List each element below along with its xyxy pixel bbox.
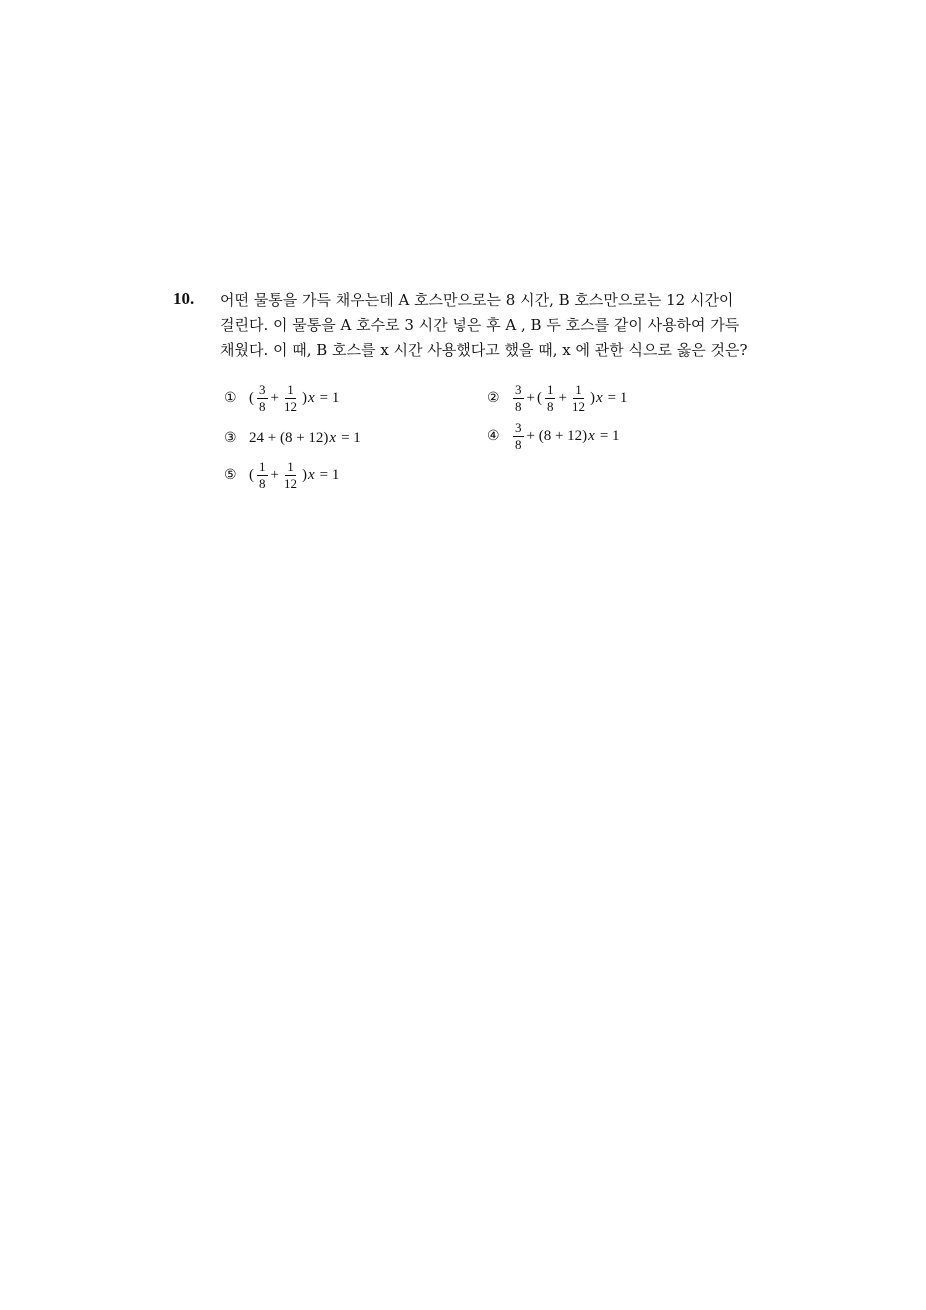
denominator: 8 — [546, 399, 554, 414]
numerator: 1 — [546, 382, 554, 397]
variable-x: x — [307, 390, 315, 406]
numerator: 3 — [515, 420, 522, 435]
choice-marker: ④ — [487, 429, 500, 444]
denominator: 12 — [283, 399, 297, 414]
fraction — [570, 383, 587, 414]
variable-x: x — [329, 430, 337, 446]
fraction — [257, 460, 268, 491]
denominator: 8 — [515, 437, 522, 452]
equation-rhs: = 1 — [319, 467, 340, 483]
denominator: 12 — [283, 476, 297, 491]
open-paren: ( — [249, 390, 254, 406]
plus-sign: + — [270, 467, 279, 483]
denominator: 8 — [515, 399, 522, 414]
choice-marker: ③ — [224, 431, 237, 446]
denominator: 8 — [259, 399, 266, 414]
close-paren: ) — [301, 467, 307, 483]
close-paren: ) — [301, 390, 307, 406]
numerator: 3 — [259, 382, 266, 397]
numerator: 3 — [515, 382, 522, 397]
fraction — [282, 460, 299, 491]
equation-rhs: = 1 — [341, 430, 361, 446]
choice-marker: ① — [224, 391, 237, 406]
numerator: 1 — [287, 382, 294, 397]
numerator: 1 — [575, 382, 582, 397]
expression: + (8 + 12) — [526, 428, 588, 444]
denominator: 12 — [571, 399, 585, 414]
equation-rhs: = 1 — [599, 428, 620, 444]
fraction — [513, 421, 524, 452]
fraction — [257, 383, 268, 414]
stem-line: 걸린다. 이 물통을 A 호수로 3 시간 넣은 후 A , B 두 호스를 같이 사용하여 가득 — [220, 316, 740, 334]
choice-marker: ⑤ — [224, 468, 237, 483]
choice-3[interactable] — [224, 430, 362, 447]
variable-x: x — [595, 390, 603, 406]
choice-marker: ② — [487, 391, 500, 406]
problem-number: 10. — [173, 289, 195, 308]
choice-4[interactable] — [487, 421, 621, 452]
stem-line: 어떤 물통을 가득 채우는데 A 호스만으로는 8 시간, B 호스만으로는 12 시간이 — [220, 291, 734, 309]
numerator: 1 — [259, 459, 266, 474]
choice-2[interactable] — [487, 383, 628, 414]
problem-stem — [220, 288, 760, 363]
plus-sign: + — [270, 390, 279, 406]
close-paren: ) — [589, 390, 595, 406]
fraction — [282, 383, 299, 414]
equation-rhs: = 1 — [319, 390, 340, 406]
fraction — [513, 383, 524, 414]
numerator: 1 — [287, 459, 294, 474]
open-paren: ( — [536, 390, 542, 406]
plus-sign: + — [558, 390, 567, 406]
denominator: 8 — [259, 476, 266, 491]
open-paren: ( — [249, 467, 254, 483]
plus-sign: + — [526, 390, 535, 406]
variable-x: x — [588, 428, 595, 444]
variable-x: x — [307, 467, 315, 483]
expression: 24 + (8 + 12) — [249, 430, 329, 446]
choice-1[interactable] — [224, 383, 340, 414]
stem-line: 채웠다. 이 때, B 호스를 x 시간 사용했다고 했을 때, x 에 관한 식으로 옳은 것은? — [220, 341, 748, 359]
choice-5[interactable] — [224, 460, 340, 491]
fraction — [545, 383, 556, 414]
equation-rhs: = 1 — [607, 390, 628, 406]
